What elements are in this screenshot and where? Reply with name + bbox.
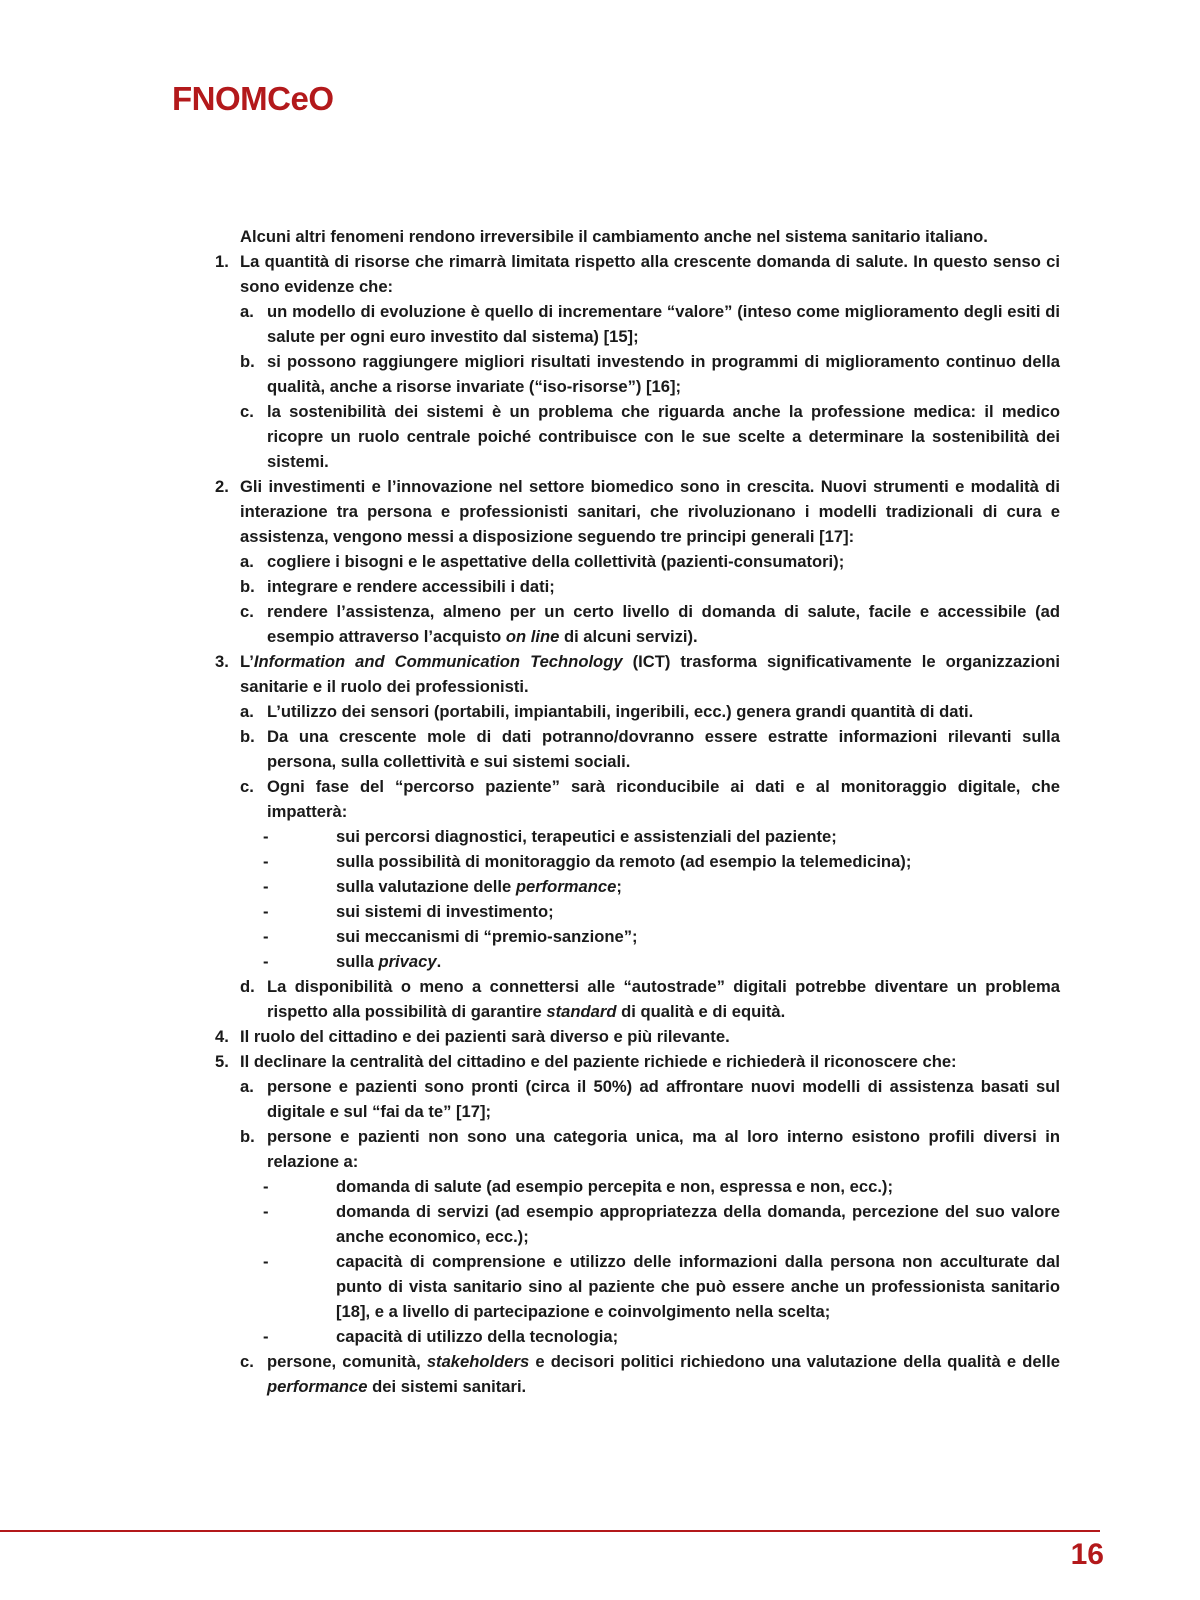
dash-item [215, 924, 1060, 949]
list-item-5 [215, 1049, 1060, 1074]
sub-letter: b. [240, 352, 255, 371]
sub-item-1b [215, 349, 1060, 399]
dash-item [215, 849, 1060, 874]
dash-item [215, 1199, 1060, 1249]
item-pre: Il [240, 1052, 254, 1071]
item-number: 3. [215, 652, 229, 671]
sub-item-3a [215, 699, 1060, 724]
sub-text: La disponibilità o meno a connettersi alle “autostrade” digitali potrebbe diventare un problema rispetto alla possibilità di garantire [267, 977, 1060, 1021]
sub-text-em: standard [546, 1002, 617, 1021]
sub-letter: c. [240, 602, 254, 621]
sub-letter: b. [240, 727, 255, 746]
item-lead: Il ruolo del cittadino e dei pazienti [240, 1027, 507, 1046]
sub-item-5b [215, 1124, 1060, 1174]
item-text: . Nuovi strumenti e modalità di interazione tra persona e professionisti sanitari, che rivoluzionano i modelli tradizionali di cura e assistenza, vengono messi a disposizione seguendo tre principi generali [17]: [240, 477, 1061, 546]
dash-text: sulla [336, 952, 379, 971]
sub-letter: a. [240, 552, 254, 571]
sub-letter: a. [240, 302, 254, 321]
dash-mark: - [263, 902, 269, 921]
item-text: richiede e richiederà il riconoscere che: [639, 1052, 957, 1071]
item-text: . [725, 1027, 730, 1046]
dash-text: domanda di salute (ad esempio percepita e non, espressa e non, ecc.); [336, 1177, 893, 1196]
sub-letter: a. [240, 702, 254, 721]
item-lead: La quantità di risorse che rimarrà limitata [240, 252, 570, 271]
sub-letter: c. [240, 402, 254, 421]
sub-item-2c [215, 599, 1060, 649]
dash-mark: - [263, 1327, 269, 1346]
dash-mark: - [263, 827, 269, 846]
sub-text: la sostenibilità dei sistemi è un problema che riguarda anche la professione medica: il medico ricopre un ruolo centrale poiché contribuisce con le sue scelte a determinare la sostenibilità dei sistemi. [267, 402, 1060, 471]
sub-text: Ogni fase del “percorso paziente” sarà riconducibile ai dati e al monitoraggio digitale, che impatterà: [267, 777, 1060, 821]
item-lead-pre: L’ [240, 652, 254, 671]
dash-item [215, 949, 1060, 974]
sub-text: persone e pazienti non sono una categoria unica, ma al loro interno esistono profili diversi in relazione a: [267, 1127, 1060, 1171]
list-item-1 [215, 249, 1060, 299]
dash-mark: - [263, 877, 269, 896]
sub-text-post: dei sistemi sanitari. [367, 1377, 527, 1396]
sub-text: un modello di evoluzione è quello di incrementare “valore” (inteso come miglioramento degli esiti di salute per ogni euro investito dal sistema) [15]; [267, 302, 1060, 346]
item-lead: declinare la centralità del cittadino e del paziente [253, 1052, 640, 1071]
sub-text-mid: e decisori politici richiedono una valutazione della qualità e delle [529, 1352, 1061, 1371]
item-number: 4. [215, 1027, 229, 1046]
item-lead-2: in crescita [725, 477, 810, 496]
dash-text: sui meccanismi di “premio-sanzione”; [336, 927, 638, 946]
list-item-2 [215, 474, 1060, 549]
dash-item [215, 874, 1060, 899]
dash-text: sulla possibilità di monitoraggio da remoto (ad esempio la telemedicina); [336, 852, 912, 871]
sub-text: Da una crescente mole di dati potranno/dovranno essere estratte informazioni rilevanti sulla persona, sulla collettività e sui sistemi sociali. [267, 727, 1060, 771]
dash-text: domanda di servizi (ad esempio appropriatezza della domanda, percezione del suo valore anche economico, ecc.); [336, 1202, 1060, 1246]
sub-letter: c. [240, 1352, 254, 1371]
sub-text-em: stakeholders [426, 1352, 530, 1371]
dash-mark: - [263, 927, 269, 946]
dash-text-post: . [436, 952, 442, 971]
page-number: 16 [1070, 1538, 1104, 1571]
sub-text-em-2: performance [267, 1377, 368, 1396]
sub-text: persone e pazienti sono pronti (circa il 50%) ad affrontare nuovi modelli di assistenza basati sul digitale e sul “fai da te” [17]; [267, 1077, 1060, 1121]
sub-item-5a [215, 1074, 1060, 1124]
document-body [215, 224, 1060, 1399]
dash-mark: - [263, 1252, 269, 1271]
brand-logo-text: FNOMCeO [172, 80, 334, 117]
dash-mark: - [263, 1202, 269, 1221]
dash-text: capacità di comprensione e utilizzo delle informazioni dalla persona non acculturate dal punto di vista sanitario sino al paziente che può essere anche un professionista sanitario [18], e a livello di partecipazione e coinvolgimento nella scelta; [336, 1252, 1060, 1321]
sub-item-2a [215, 549, 1060, 574]
intro-paragraph: Alcuni altri fenomeni rendono irreversibile il cambiamento anche nel sistema sanitario italiano. [240, 227, 988, 246]
sub-text: si possono raggiungere migliori risultati investendo in programmi di miglioramento continuo della qualità, anche a risorse invariate (“iso-risorse”) [16]; [267, 352, 1060, 396]
dash-text: sui sistemi di investimento; [336, 902, 554, 921]
dash-mark: - [263, 952, 269, 971]
dash-text: sulla valutazione delle [336, 877, 516, 896]
item-mid: sono [673, 477, 726, 496]
item-number: 1. [215, 252, 229, 271]
sub-text-post: di qualità e di equità. [616, 1002, 786, 1021]
list-item-3 [215, 649, 1060, 699]
dash-item [215, 1324, 1060, 1349]
item-number: 2. [215, 477, 229, 496]
item-lead-post: (ICT) [622, 652, 671, 671]
sub-item-3c [215, 774, 1060, 824]
dash-mark: - [263, 1177, 269, 1196]
dash-text-em: performance [515, 877, 617, 896]
item-lead-em: Information and Communication Technology [253, 652, 623, 671]
dash-item [215, 899, 1060, 924]
sub-letter: a. [240, 1077, 254, 1096]
sub-item-2b [215, 574, 1060, 599]
sub-item-1c [215, 399, 1060, 474]
sub-letter: b. [240, 1127, 255, 1146]
dash-mark: - [263, 852, 269, 871]
dash-item [215, 824, 1060, 849]
dash-text-post: ; [616, 877, 622, 896]
sub-letter: c. [240, 777, 254, 796]
sub-text-post: di alcuni servizi). [559, 627, 698, 646]
item-mid: sarà [506, 1027, 550, 1046]
sub-item-1a [215, 299, 1060, 349]
item-lead-2: diverso e più rilevante [549, 1027, 726, 1046]
sub-text: cogliere i bisogni e le aspettative della collettività (pazienti-consumatori); [267, 552, 845, 571]
dash-text: capacità di utilizzo della tecnologia; [336, 1327, 619, 1346]
sub-text: rendere l’assistenza, almeno per un certo livello di domanda di salute, facile e accessibile (ad esempio attraverso l’acquisto [267, 602, 1060, 646]
footer-divider [0, 1530, 1100, 1532]
sub-item-3b [215, 724, 1060, 774]
item-text: trasforma significativamente le organizzazioni sanitarie e il ruolo dei professionisti. [240, 652, 1060, 696]
item-number: 5. [215, 1052, 229, 1071]
sub-text: integrare e rendere accessibili i dati; [267, 577, 555, 596]
sub-text: L’utilizzo dei sensori (portabili, impiantabili, ingeribili, ecc.) genera grandi quantità di dati. [267, 702, 974, 721]
sub-letter: d. [240, 977, 255, 996]
dash-text: sui percorsi diagnostici, terapeutici e assistenziali del paziente; [336, 827, 837, 846]
item-lead: Gli investimenti e l’innovazione nel settore biomedico [240, 477, 674, 496]
sub-text-em: on line [505, 627, 560, 646]
sub-letter: b. [240, 577, 255, 596]
item-text: rispetto alla crescente domanda di salute. In questo senso ci sono evidenze che: [240, 252, 1060, 296]
sub-item-3d [215, 974, 1060, 1024]
list-item-4 [215, 1024, 1060, 1049]
dash-item [215, 1174, 1060, 1199]
sub-text: persone, comunità, [267, 1352, 427, 1371]
dash-item [215, 1249, 1060, 1324]
dash-text-em: privacy [378, 952, 437, 971]
sub-item-5c [215, 1349, 1060, 1399]
